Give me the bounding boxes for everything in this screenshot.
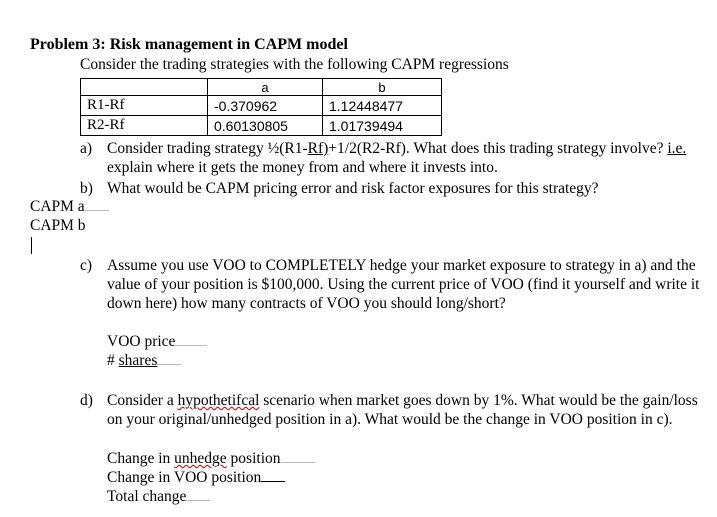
table-header-a: a [208,79,323,96]
table-row-label: R1-Rf [81,96,208,116]
question-d-marker: d) [80,392,93,409]
table-row [81,116,442,136]
question-c-marker: c) [80,257,93,274]
answer-blank[interactable] [85,209,109,211]
text-cursor [31,237,32,254]
total-change-answer-line: Total change [107,488,210,506]
intro-text: Consider the trading strategies with the following CAPM regressions [80,56,509,73]
table-cell-b: 1.01739494 [323,116,442,136]
capm-a-answer-line: CAPM a [30,198,109,216]
question-a-marker: a) [80,140,93,157]
answer-blank[interactable] [281,461,315,463]
answer-blank[interactable] [157,363,181,365]
capm-regression-table [80,78,442,136]
question-d-text: Consider a hypothetifcal scenario when market goes down by 1%. What would be the gain/loss on your original/unhedged position in a). What would be the change in VOO position in c). [107,392,698,428]
answer-blank[interactable] [186,499,210,501]
table-header-row [81,79,442,96]
question-b-text: What would be CAPM pricing error and risk factor exposures for this strategy? [107,180,599,197]
voo-price-answer-line: VOO price [107,333,207,351]
question-c [80,256,700,313]
change-voo-answer-line: Change in VOO position [107,469,285,487]
answer-blank[interactable] [261,480,285,482]
table-row-label: R2-Rf [81,116,208,136]
question-b-marker: b) [80,180,93,197]
table-header-b: b [323,79,442,96]
table-row [81,96,442,116]
question-a-text: Consider trading strategy ½(R1-Rf)+1/2(R2-Rf). What does this trading strategy involve? i.e. explain where it gets the money from and where it invests into. [107,140,687,176]
table-cell-a: -0.370962 [208,96,323,116]
capm-b-label: CAPM b [30,217,86,234]
question-d [80,391,700,429]
problem-title: Problem 3: Risk management in CAPM model [30,36,348,53]
question-b [80,179,700,198]
table-header-empty [81,79,208,96]
shares-answer-line: # shares [107,352,181,370]
change-unhedge-answer-line: Change in unhedge position [107,450,315,468]
question-a [80,139,700,177]
answer-blank[interactable] [175,344,207,346]
table-cell-a: 0.60130805 [208,116,323,136]
question-c-text: Assume you use VOO to COMPLETELY hedge your market exposure to strategy in a) and the value of your position is $100,000. Using the current price of VOO (find it yourself and write it down here) how many contracts of VOO you should long/short? [107,257,700,312]
table-cell-b: 1.12448477 [323,96,442,116]
